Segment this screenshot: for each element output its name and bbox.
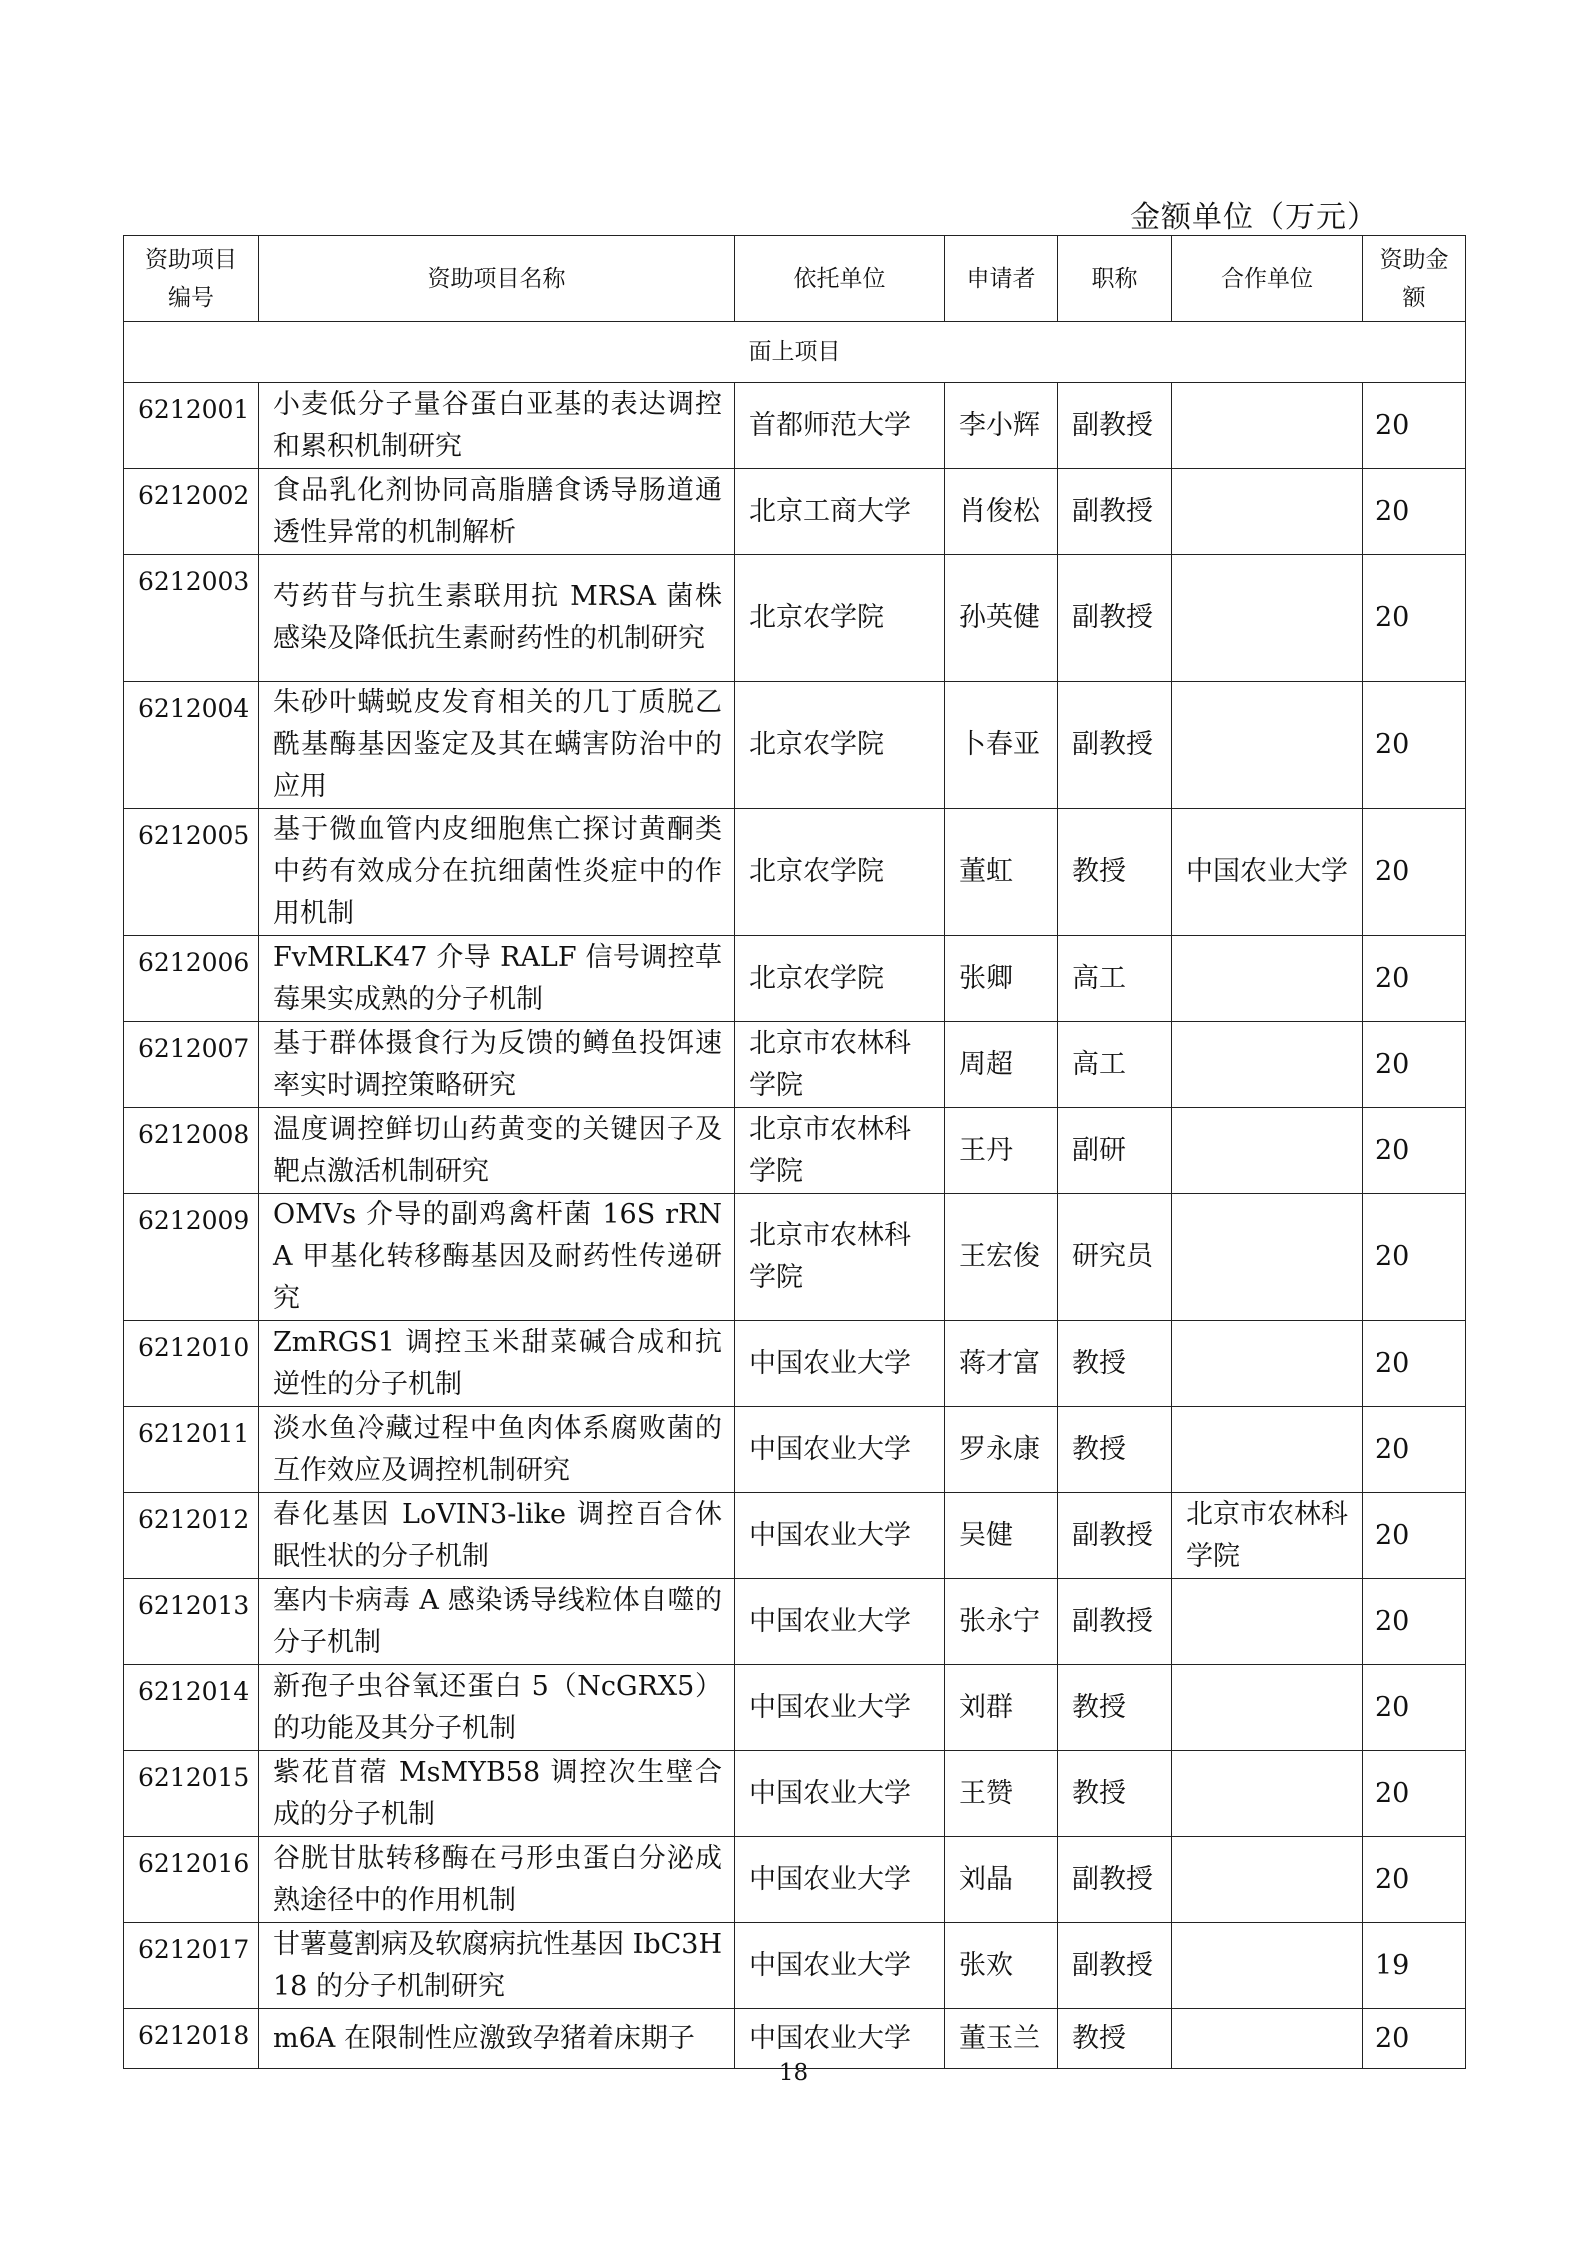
cell-partner: 中国农业大学	[1172, 809, 1363, 936]
cell-applicant: 肖俊松	[945, 469, 1058, 555]
cell-title: 教授	[1058, 1407, 1172, 1493]
cell-partner	[1172, 1022, 1363, 1108]
cell-partner	[1172, 1194, 1363, 1321]
section-label: 面上项目	[124, 322, 1466, 383]
cell-unit: 首都师范大学	[735, 383, 945, 469]
cell-code: 6212012	[124, 1493, 259, 1579]
cell-amount: 20	[1363, 809, 1466, 936]
table-row	[124, 469, 1466, 555]
cell-unit: 北京农学院	[735, 809, 945, 936]
cell-code: 6212017	[124, 1923, 259, 2009]
cell-applicant: 吴健	[945, 1493, 1058, 1579]
cell-name: 紫花苜蓿 MsMYB58 调控次生壁合成的分子机制	[259, 1751, 735, 1837]
cell-amount: 20	[1363, 1837, 1466, 1923]
cell-name: 朱砂叶螨蜕皮发育相关的几丁质脱乙酰基酶基因鉴定及其在螨害防治中的应用	[259, 682, 735, 809]
cell-partner	[1172, 383, 1363, 469]
header-partner: 合作单位	[1172, 236, 1363, 322]
cell-code: 6212010	[124, 1321, 259, 1407]
cell-partner	[1172, 1751, 1363, 1837]
cell-name: 春化基因 LoVIN3-like 调控百合休眠性状的分子机制	[259, 1493, 735, 1579]
cell-amount: 20	[1363, 1407, 1466, 1493]
cell-applicant: 董玉兰	[945, 2009, 1058, 2069]
cell-partner	[1172, 1407, 1363, 1493]
cell-name: 塞内卡病毒 A 感染诱导线粒体自噬的分子机制	[259, 1579, 735, 1665]
table-row	[124, 1022, 1466, 1108]
table-row	[124, 555, 1466, 682]
table-row	[124, 1407, 1466, 1493]
cell-applicant: 董虹	[945, 809, 1058, 936]
table-row	[124, 809, 1466, 936]
cell-partner	[1172, 555, 1363, 682]
cell-unit: 中国农业大学	[735, 2009, 945, 2069]
cell-applicant: 刘群	[945, 1665, 1058, 1751]
cell-title: 副教授	[1058, 1837, 1172, 1923]
cell-code: 6212008	[124, 1108, 259, 1194]
table-row	[124, 1923, 1466, 2009]
cell-applicant: 刘晶	[945, 1837, 1058, 1923]
table-row	[124, 936, 1466, 1022]
cell-partner: 北京市农林科学院	[1172, 1493, 1363, 1579]
cell-title: 教授	[1058, 1321, 1172, 1407]
cell-unit: 中国农业大学	[735, 1837, 945, 1923]
cell-amount: 20	[1363, 1022, 1466, 1108]
cell-title: 副教授	[1058, 555, 1172, 682]
table-row	[124, 1108, 1466, 1194]
cell-applicant: 周超	[945, 1022, 1058, 1108]
cell-name: 基于微血管内皮细胞焦亡探讨黄酮类中药有效成分在抗细菌性炎症中的作用机制	[259, 809, 735, 936]
cell-partner	[1172, 1837, 1363, 1923]
cell-amount: 20	[1363, 1751, 1466, 1837]
cell-code: 6212006	[124, 936, 259, 1022]
table-row	[124, 1665, 1466, 1751]
table-row	[124, 383, 1466, 469]
table-row	[124, 1493, 1466, 1579]
cell-applicant: 李小辉	[945, 383, 1058, 469]
cell-amount: 20	[1363, 1108, 1466, 1194]
header-amount: 资助金额	[1363, 236, 1466, 322]
cell-name: 基于群体摄食行为反馈的鳟鱼投饵速率实时调控策略研究	[259, 1022, 735, 1108]
cell-title: 副教授	[1058, 682, 1172, 809]
header-code: 资助项目编号	[124, 236, 259, 322]
cell-title: 教授	[1058, 1751, 1172, 1837]
cell-partner	[1172, 1108, 1363, 1194]
table-row	[124, 1751, 1466, 1837]
cell-name: OMVs 介导的副鸡禽杆菌 16S rRNA 甲基化转移酶基因及耐药性传递研究	[259, 1194, 735, 1321]
table-row	[124, 1194, 1466, 1321]
cell-unit: 北京农学院	[735, 555, 945, 682]
cell-code: 6212016	[124, 1837, 259, 1923]
cell-unit: 北京市农林科学院	[735, 1194, 945, 1321]
cell-unit: 中国农业大学	[735, 1751, 945, 1837]
cell-amount: 20	[1363, 682, 1466, 809]
cell-name: 谷胱甘肽转移酶在弓形虫蛋白分泌成熟途径中的作用机制	[259, 1837, 735, 1923]
cell-partner	[1172, 469, 1363, 555]
page-number: 18	[778, 2060, 809, 2086]
cell-name: 小麦低分子量谷蛋白亚基的表达调控和累积机制研究	[259, 383, 735, 469]
cell-unit: 中国农业大学	[735, 1579, 945, 1665]
header-title: 职称	[1058, 236, 1172, 322]
cell-code: 6212013	[124, 1579, 259, 1665]
table-row	[124, 682, 1466, 809]
cell-amount: 20	[1363, 1321, 1466, 1407]
cell-name: 新孢子虫谷氧还蛋白 5（NcGRX5）的功能及其分子机制	[259, 1665, 735, 1751]
cell-code: 6212009	[124, 1194, 259, 1321]
cell-unit: 中国农业大学	[735, 1665, 945, 1751]
cell-unit: 中国农业大学	[735, 1407, 945, 1493]
cell-code: 6212002	[124, 469, 259, 555]
cell-applicant: 王宏俊	[945, 1194, 1058, 1321]
cell-name: 淡水鱼冷藏过程中鱼肉体系腐败菌的互作效应及调控机制研究	[259, 1407, 735, 1493]
cell-partner	[1172, 1665, 1363, 1751]
header-applicant: 申请者	[945, 236, 1058, 322]
cell-partner	[1172, 682, 1363, 809]
cell-amount: 20	[1363, 383, 1466, 469]
cell-applicant: 蒋才富	[945, 1321, 1058, 1407]
cell-name: 温度调控鲜切山药黄变的关键因子及靶点激活机制研究	[259, 1108, 735, 1194]
cell-unit: 中国农业大学	[735, 1923, 945, 2009]
cell-title: 副研	[1058, 1108, 1172, 1194]
cell-name: 食品乳化剂协同高脂膳食诱导肠道通透性异常的机制解析	[259, 469, 735, 555]
cell-applicant: 王赞	[945, 1751, 1058, 1837]
cell-unit: 中国农业大学	[735, 1493, 945, 1579]
cell-amount: 20	[1363, 1194, 1466, 1321]
cell-code: 6212003	[124, 555, 259, 682]
cell-partner	[1172, 1923, 1363, 2009]
cell-applicant: 孙英健	[945, 555, 1058, 682]
cell-name: m6A 在限制性应激致孕猪着床期子	[259, 2009, 735, 2069]
cell-code: 6212014	[124, 1665, 259, 1751]
cell-applicant: 罗永康	[945, 1407, 1058, 1493]
cell-applicant: 张欢	[945, 1923, 1058, 2009]
amount-unit-note: 金额单位（万元）	[1130, 200, 1378, 235]
cell-applicant: 卜春亚	[945, 682, 1058, 809]
cell-title: 副教授	[1058, 469, 1172, 555]
cell-partner	[1172, 936, 1363, 1022]
cell-name: FvMRLK47 介导 RALF 信号调控草莓果实成熟的分子机制	[259, 936, 735, 1022]
table-row	[124, 1321, 1466, 1407]
header-row	[124, 236, 1466, 322]
cell-code: 6212011	[124, 1407, 259, 1493]
header-unit: 依托单位	[735, 236, 945, 322]
header-name: 资助项目名称	[259, 236, 735, 322]
cell-title: 高工	[1058, 936, 1172, 1022]
cell-amount: 20	[1363, 1665, 1466, 1751]
cell-title: 副教授	[1058, 1493, 1172, 1579]
section-row	[124, 322, 1466, 383]
funding-table	[123, 235, 1466, 2069]
cell-title: 教授	[1058, 2009, 1172, 2069]
cell-partner	[1172, 1321, 1363, 1407]
cell-applicant: 王丹	[945, 1108, 1058, 1194]
cell-unit: 北京农学院	[735, 682, 945, 809]
cell-title: 副教授	[1058, 383, 1172, 469]
cell-name: 芍药苷与抗生素联用抗 MRSA 菌株感染及降低抗生素耐药性的机制研究	[259, 555, 735, 682]
cell-amount: 19	[1363, 1923, 1466, 2009]
cell-unit: 北京市农林科学院	[735, 1108, 945, 1194]
cell-title: 教授	[1058, 809, 1172, 936]
cell-title: 副教授	[1058, 1923, 1172, 2009]
cell-code: 6212007	[124, 1022, 259, 1108]
cell-unit: 北京市农林科学院	[735, 1022, 945, 1108]
cell-unit: 中国农业大学	[735, 1321, 945, 1407]
cell-name: ZmRGS1 调控玉米甜菜碱合成和抗逆性的分子机制	[259, 1321, 735, 1407]
cell-code: 6212018	[124, 2009, 259, 2069]
cell-applicant: 张卿	[945, 936, 1058, 1022]
cell-title: 副教授	[1058, 1579, 1172, 1665]
cell-code: 6212015	[124, 1751, 259, 1837]
cell-amount: 20	[1363, 936, 1466, 1022]
table-row	[124, 1579, 1466, 1665]
cell-name: 甘薯蔓割病及软腐病抗性基因 IbC3H18 的分子机制研究	[259, 1923, 735, 2009]
cell-title: 高工	[1058, 1022, 1172, 1108]
cell-unit: 北京工商大学	[735, 469, 945, 555]
table-row	[124, 1837, 1466, 1923]
cell-applicant: 张永宁	[945, 1579, 1058, 1665]
cell-code: 6212005	[124, 809, 259, 936]
cell-code: 6212004	[124, 682, 259, 809]
cell-unit: 北京农学院	[735, 936, 945, 1022]
cell-title: 研究员	[1058, 1194, 1172, 1321]
cell-amount: 20	[1363, 2009, 1466, 2069]
cell-amount: 20	[1363, 1493, 1466, 1579]
cell-amount: 20	[1363, 1579, 1466, 1665]
cell-code: 6212001	[124, 383, 259, 469]
cell-partner	[1172, 1579, 1363, 1665]
cell-title: 教授	[1058, 1665, 1172, 1751]
cell-amount: 20	[1363, 469, 1466, 555]
cell-amount: 20	[1363, 555, 1466, 682]
